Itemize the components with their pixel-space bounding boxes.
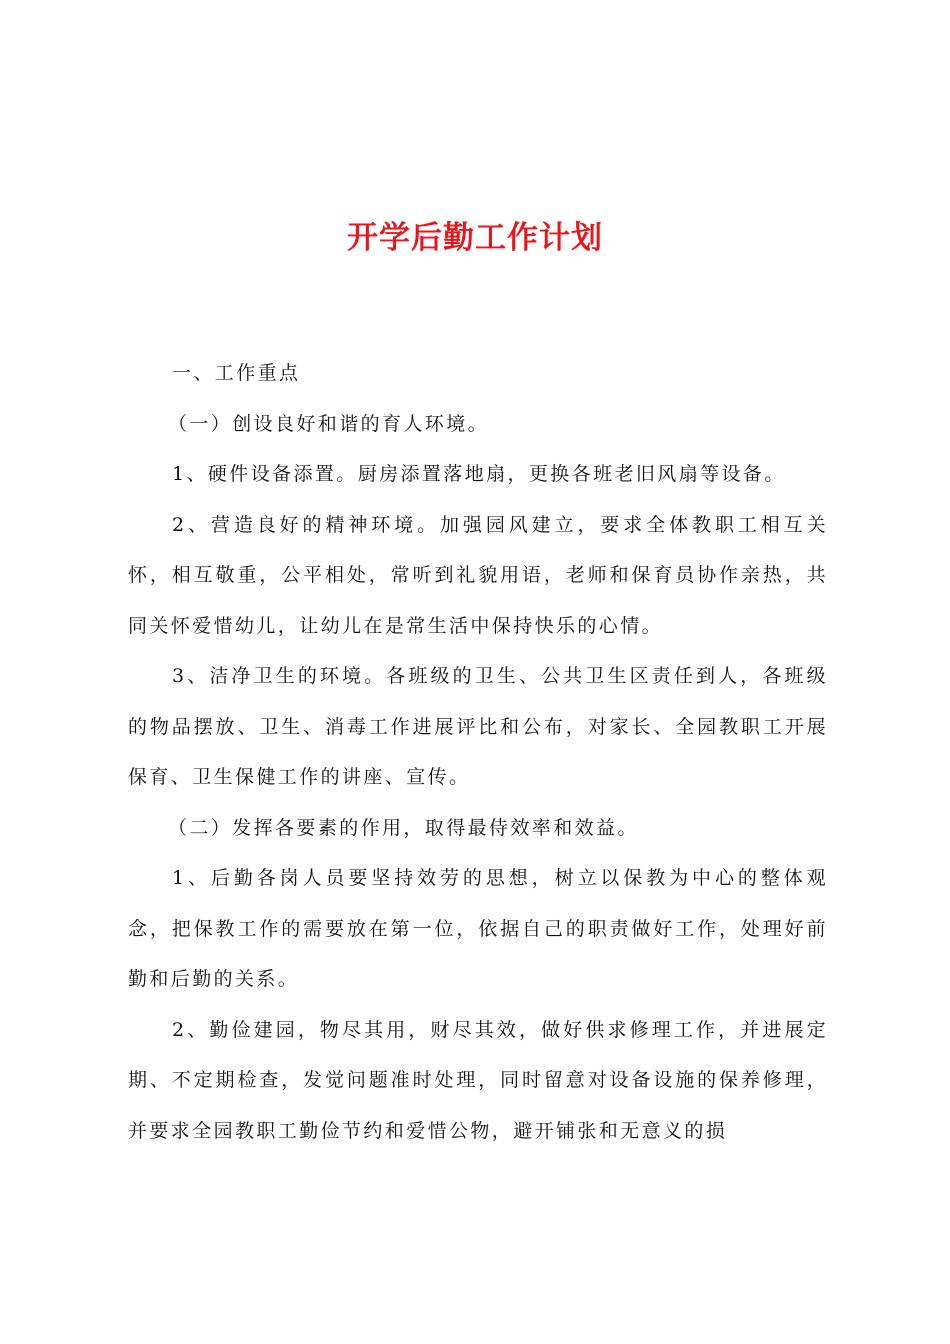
- paragraph-hardware: 1、硬件设备添置。厨房添置落地扇，更换各班老旧风扇等设备。: [172, 463, 786, 485]
- paragraph-logistics-staff: 1、后勤各岗人员要坚持效劳的思想，树立以保教为中心的整体观念，把保教工作的需要放在第一位，依据自己的职责做好工作，处理好前勤和后勤的关系。: [128, 867, 828, 990]
- subsection-heading-1: （一）创设良好和谐的育人环境。: [168, 412, 490, 435]
- document-body: [128, 348, 828, 1156]
- paragraph-thrift: 2、勤俭建园，物尽其用，财尽其效，做好供求修理工作，并进展定期、不定期检查，发觉问题准时处理，同时留意对设备设施的保养修理，并要求全园教职工勤俭节约和爱惜公物，避开铺张和无意义的损: [128, 1018, 828, 1142]
- subsection-heading-2: （二）发挥各要素的作用，取得最侍效率和效益。: [168, 816, 639, 839]
- paragraph-hygiene: 3、洁净卫生的环境。各班级的卫生、公共卫生区责任到人，各班级的物品摆放、卫生、消毒工作进展评比和公布，对家长、全园教职工开展保育、卫生保健工作的讲座、宣传。: [128, 665, 828, 788]
- document-title: 开学后勤工作计划: [347, 220, 603, 256]
- section-heading-work-focus: 一、工作重点: [172, 362, 301, 384]
- paragraph-spirit-environment: 2、营造良好的精神环境。加强园风建立，要求全体教职工相互关怀，相互敬重，公平相处，常听到礼貌用语，老师和保育员协作亲热，共同关怀爱惜幼儿，让幼儿在是常生活中保持快乐的心情。: [128, 513, 828, 637]
